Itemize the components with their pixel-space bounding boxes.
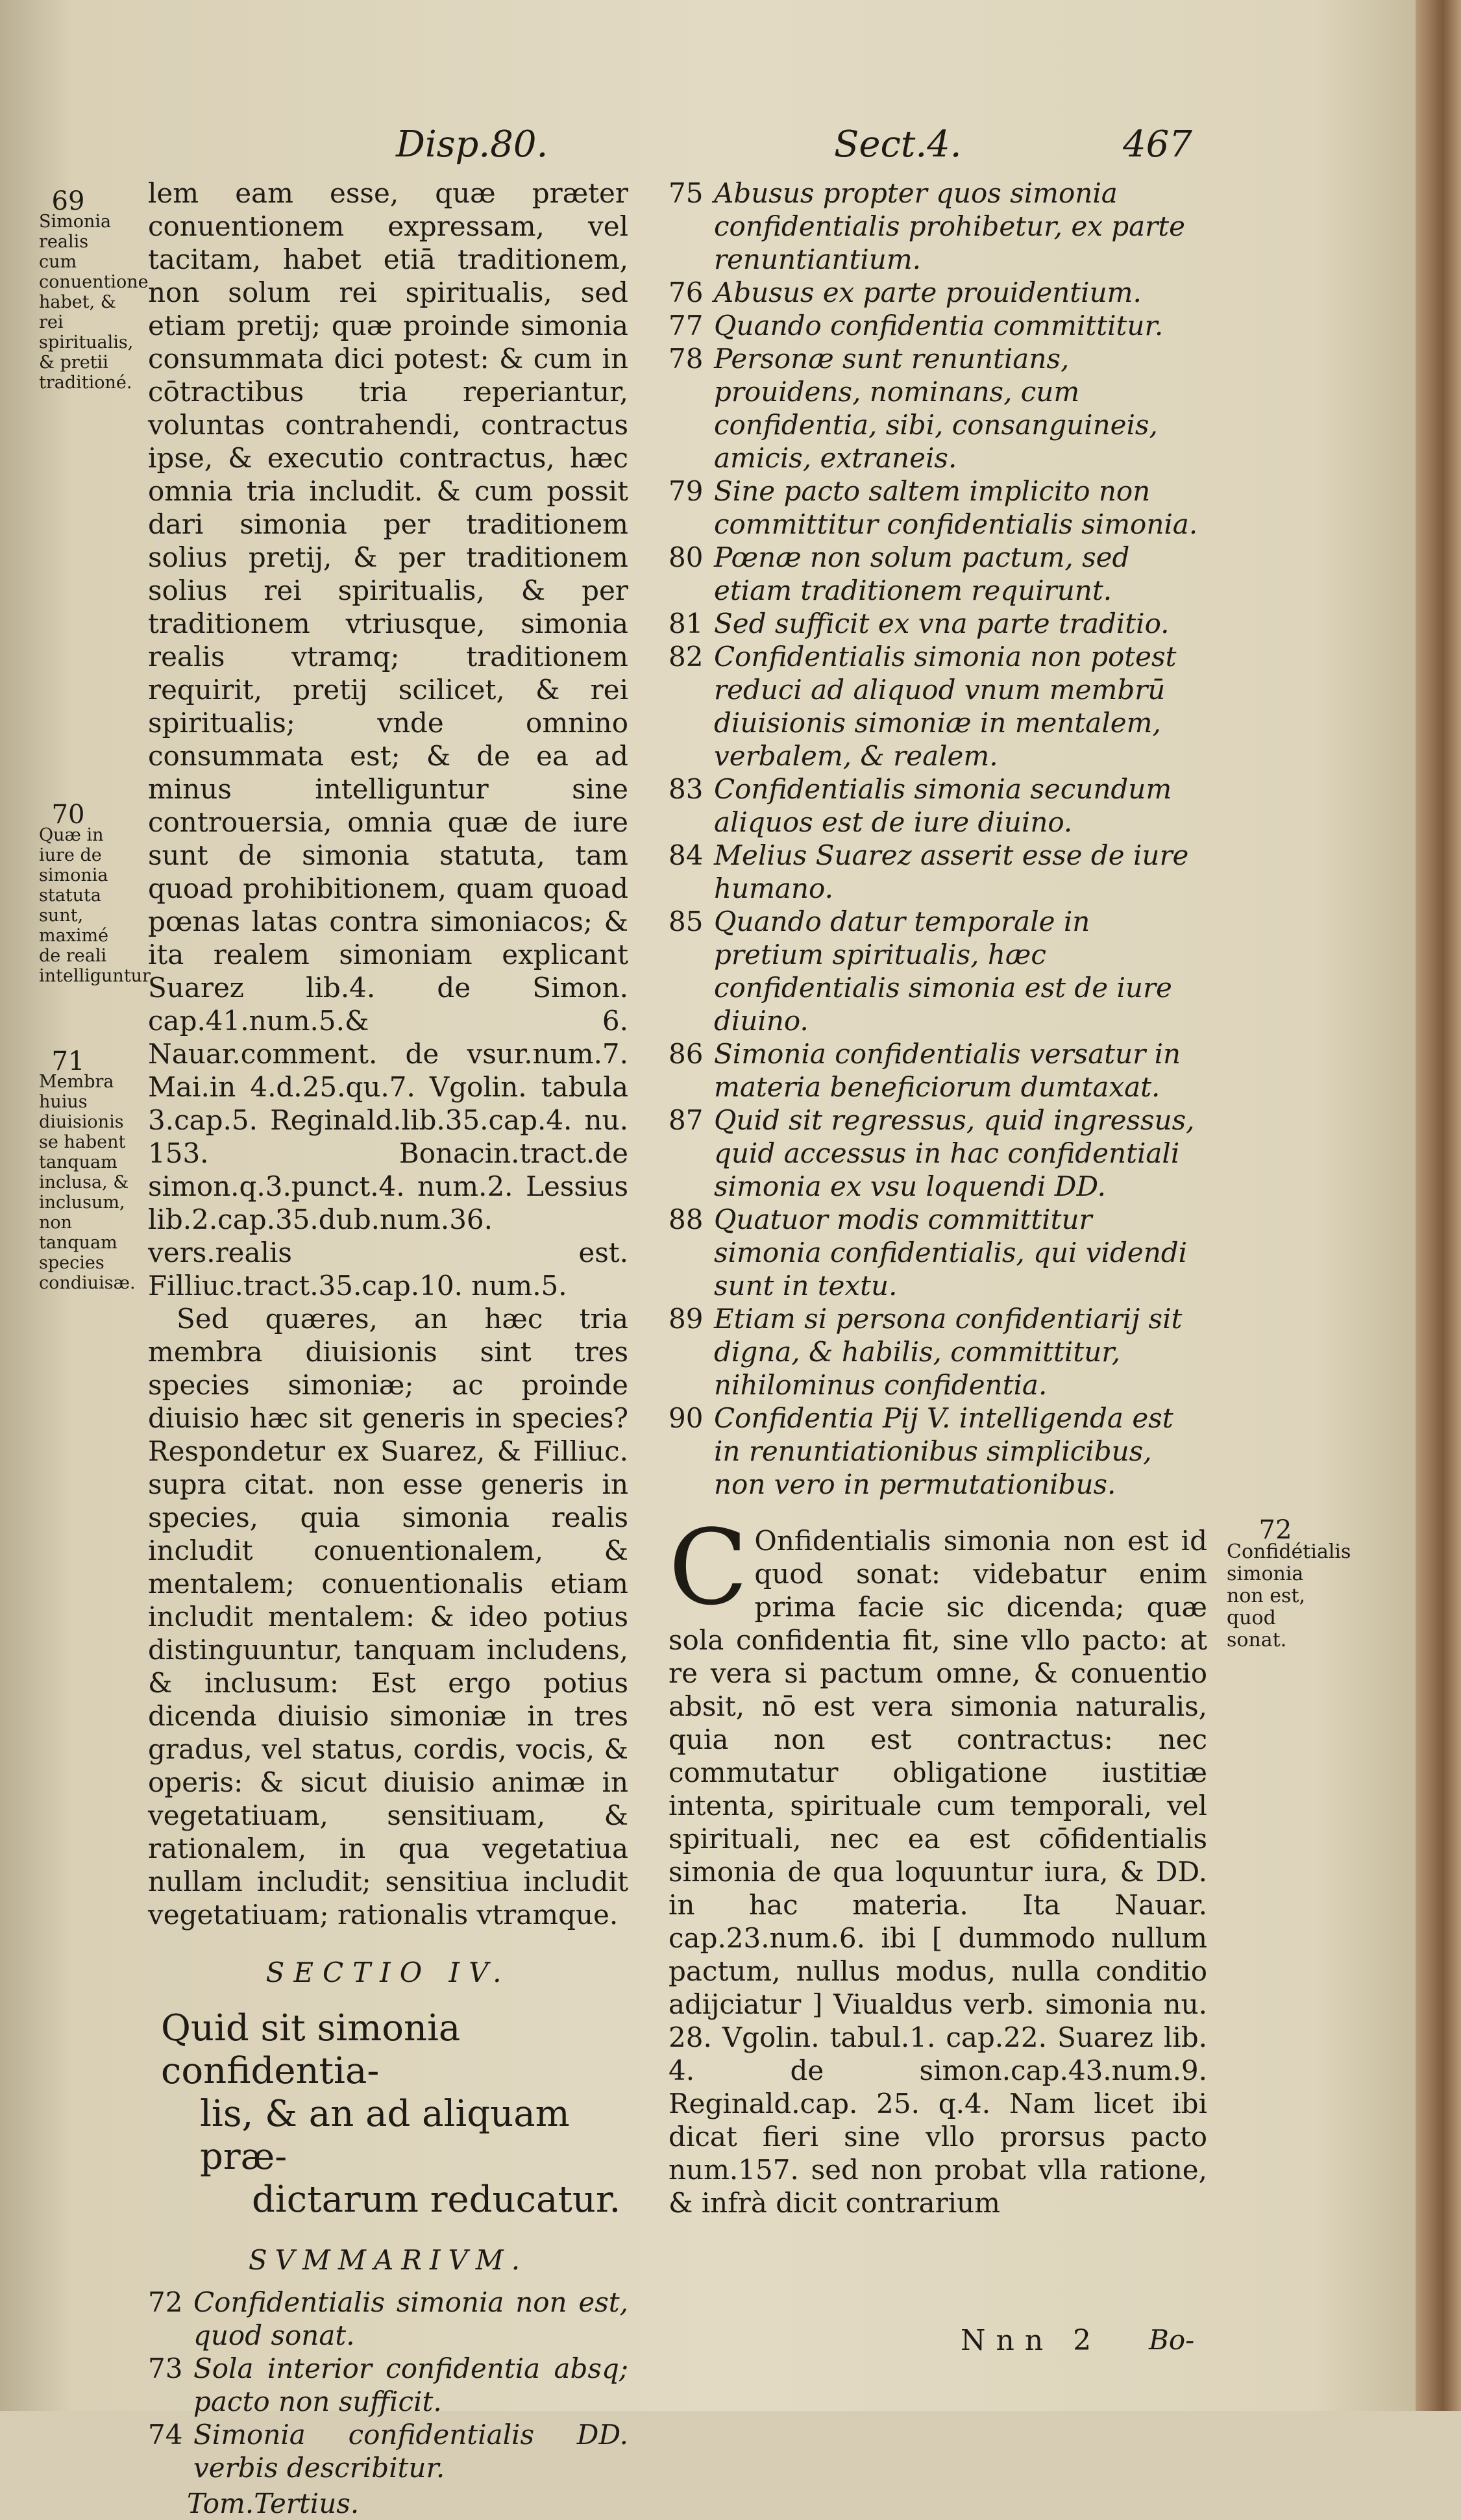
book-edge [1416, 0, 1461, 2411]
summary-item: 79 Sine pacto saltem implicito non committitur confidentialis simonia. [669, 475, 1198, 540]
running-head-section: Sect.4. [834, 123, 962, 166]
summary-item: 72 Confidentialis simonia non est, quod sonat. [148, 2286, 628, 2351]
paragraph-69: lem eam esse, quæ præter conuentionem expressam, vel tacitam, habet etiā traditionem, non solum rei spiritualis, sed etiam pretij; quæ proinde simonia consummata dici potest: & cum in cōtractibus tria reperiantur, voluntas contrahendi, contractus ipse, & executio contractus, hæc omnia tria includit. & cum possit dari simonia per traditionem solius pretij, & per traditionem solius rei spiritualis, & per traditionem vtriusque, simonia realis vtramq; traditionem requirit, pretij scilicet, & rei spiritualis; vnde omnino consummata est; & de ea ad minus intelliguntur sine controuersia, omnia quæ de iure sunt de simonia statuta, tam quoad prohibitionem, quam quoad pœnas latas contra simoniacos; & ita realem simoniam explicant Suarez lib.4. de Simon. cap.41.num.5.& 6. Nauar.comment. de vsur.num.7. Mai.in 4.d.25.qu.7. Vgolin. tabula 3.cap.5. Reginald.lib.35.cap.4. nu. 153. Bonacin.tract.de simon.q.3.punct.4. num.2. Lessius lib.2.cap.35.dub.num.36. vers.realis est. Filliuc.tract.35.cap.10. num.5. [148, 177, 628, 1302]
margin-note-70 [39, 800, 154, 986]
summary-item: 84 Melius Suarez asserit esse de iure humano. [669, 839, 1189, 904]
paragraph-72: Onfidentialis simonia non est id quod sonat: videbatur enim prima facie sic dicenda; quæ sola confidentia fit, sine vllo pacto: at re vera si pactum omne, & conuentio absit, nō est vera simonia naturalis, quia non est contractus: nec commutatur obligatione iustitiæ intenta, spirituale cum temporali, vel spirituali, nec ea est cōfidentialis simonia de qua loquuntur iura, & DD. in hac materia. Ita Nauar. cap.23.num.6. ibi [ dummodo nullum pactum, nullus modus, nulla conditio adijciatur ] Viualdus verb. simonia nu. 28. Vgolin. tabul.1. cap.22. Suarez lib. 4. de simon.cap.43.num.9. Reginald.cap. 25. q.4. Nam licet ibi dicat fieri sine vllo prorsus pacto num.157. sed non probat vlla ratione, & infrà dicit contrarium [669, 1525, 1207, 2219]
margin-note-number: 69 [51, 186, 85, 216]
summary-item: 87 Quid sit regressus, quid ingressus, quid accessus in hac confidentiali simonia ex vsu loquendi DD. [669, 1104, 1195, 1202]
right-column [669, 177, 1207, 2219]
margin-note-71 [39, 1046, 136, 1293]
summary-item: 89 Etiam si persona confidentiarij sit digna, & habilis, committitur, nihilominus confidentia. [669, 1303, 1183, 1401]
margin-note-number: 71 [51, 1046, 85, 1076]
margin-note-number: 72 [1258, 1515, 1292, 1545]
margin-note-text: Simonia realis cum conuentione habet, & rei spiritualis, & pretii traditioné. [39, 212, 149, 393]
summary-item: 81 Sed sufficit ex vna parte traditio. [669, 608, 1170, 639]
summary-item: 88 Quatuor modis committitur simonia confidentialis, qui videndi sunt in textu. [669, 1204, 1188, 1302]
summary-item: 82 Confidentialis simonia non potest reduci ad aliquod vnum membrū diuisionis simoniæ in mentalem, verbalem, & realem. [669, 641, 1177, 772]
catchword: Bo- [1149, 2324, 1195, 2356]
margin-note-text: Quæ in iure de simonia statuta sunt, maximé de reali intelliguntur. [39, 825, 154, 986]
margin-note-text: Membra huius diuisionis se habent tanquam inclusa, & inclusum, non tanquam species condiuisæ. [39, 1072, 136, 1293]
summary-item: 86 Simonia confidentialis versatur in materia beneficiorum dumtaxat. [669, 1038, 1181, 1103]
section-title [148, 2007, 628, 2221]
summary-item: 90 Confidentia Pij V. intelligenda est in renuntiationibus simplicibus, non vero in permutationibus. [669, 1402, 1173, 1500]
summarium-heading: SVMMARIVM. [248, 2244, 528, 2276]
margin-note-number: 70 [51, 800, 85, 830]
summary-item: 73 Sola interior confidentia absq; pacto non sufficit. [148, 2353, 628, 2417]
margin-note-72 [1227, 1515, 1351, 1651]
summary-item: 80 Pœnæ non solum pactum, sed etiam traditionem requirunt. [669, 541, 1130, 606]
drop-cap: C [669, 1507, 748, 1628]
summary-item: 74 Simonia confidentialis DD. verbis describitur. [148, 2419, 628, 2484]
gathering-signature: Nnn 2 [961, 2324, 1102, 2357]
summary-item: 77 Quando confidentia committitur. [669, 310, 1164, 341]
section-title-line-1: Quid sit simonia confidentia- [161, 2007, 461, 2092]
section-label: SECTIO IV. [265, 1957, 511, 1988]
summary-item: 83 Confidentialis simonia secundum aliquos est de iure diuino. [669, 773, 1172, 838]
page-number: 467 [1123, 123, 1192, 166]
running-head-disputation: Disp.80. [396, 123, 548, 166]
section-title-line-3: dictarum reducatur. [252, 2179, 621, 2221]
summary-item: 85 Quando datur temporale in pretium spiritualis, hæc confidentialis simonia est de iure diuino. [669, 906, 1172, 1037]
body-text-72 [669, 1507, 1207, 2219]
left-column [148, 177, 628, 2520]
margin-note-text: Confidétialis simonia non est, quod sonat. [1227, 1540, 1351, 1651]
margin-note-69 [39, 186, 149, 393]
paragraph-71: Sed quæres, an hæc tria membra diuisionis sint tres species simoniæ; ac proinde diuisio hæc sit generis in species? Respondetur ex Suarez, & Filliuc. supra citat. non esse generis in species, quia simonia realis includit conuentionalem, & mentalem; conuentionalis etiam includit mentalem: & ideo potius distinguuntur, tanquam includens, & inclusum: Est ergo potius dicenda diuisio simoniæ in tres gradus, vel status, cordis, vocis, & operis: & sicut diuisio animæ in vegetatiuam, sensitiuam, & rationalem, in qua vegetatiua nullam includit; sensitiua includit vegetatiuam; rationalis vtramque. [148, 1303, 628, 1931]
volume-signature: Tom.Tertius. [187, 2488, 360, 2519]
section-title-line-2: lis, & an ad aliquam præ- [200, 2093, 570, 2178]
summary-item: 78 Personæ sunt renuntians, prouidens, nominans, cum confidentia, sibi, consanguineis, amicis, extraneis. [669, 343, 1158, 474]
summary-item: 76 Abusus ex parte prouidentium. [669, 277, 1142, 308]
summary-item: 75 Abusus propter quos simonia confidentialis prohibetur, ex parte renuntiantium. [669, 177, 1185, 275]
